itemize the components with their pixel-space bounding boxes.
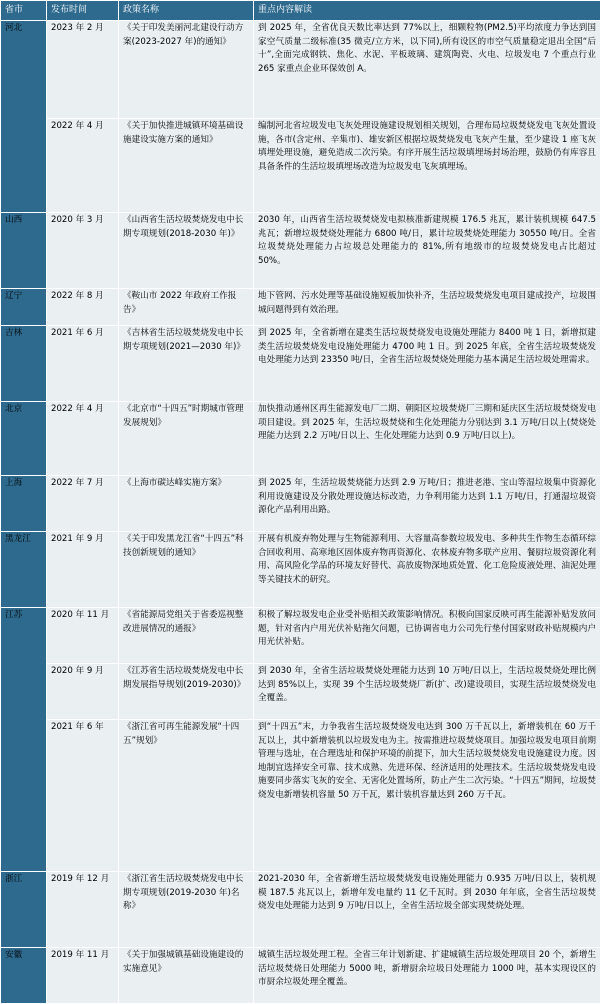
policy-name-cell: 《关于印发黑龙江省“十四五”科技创新规划的通知》: [119, 532, 254, 608]
table-header: [1, 1, 600, 21]
policy-name-cell: 《北京市“十四五”时期城市管理发展规划》: [119, 402, 254, 476]
table-body: [1, 21, 600, 1004]
content-cell: 加快推动通州区再生能源发电厂二期、朝阳区垃圾焚烧厂三期和延庆区生活垃圾焚烧发电项目建设。到 2025 年，生活垃圾焚烧和生化处理能力分别达到 3.1 万吨/日以上(焚烧处理能力达到 2.2 万吨/日以上、生化处理能力达到 0.9 万吨/日以上)。: [254, 402, 600, 476]
province-cell: 江苏: [1, 608, 47, 872]
date-cell: 2020 年 3 月: [47, 213, 119, 289]
province-cell: 浙江: [1, 872, 47, 948]
table-row: [1, 213, 600, 289]
province-cell: 河北: [1, 21, 47, 213]
date-cell: 2022 年 7 月: [47, 476, 119, 532]
province-cell: 吉林: [1, 326, 47, 402]
date-cell: 2021 年 6 月: [47, 326, 119, 402]
policy-name-cell: 《上海市碳达峰实施方案》: [119, 476, 254, 532]
header-province: 省市: [1, 1, 47, 21]
policy-name-cell: 《山西省生活垃圾焚烧发电中长期专项规划(2018-2030 年)》: [119, 213, 254, 289]
content-cell: 地下管网、污水处理等基础设施短板加快补齐，生活垃圾焚烧发电项目建成投产，垃圾围城问题得到有效治理。: [254, 289, 600, 326]
content-cell: 城镇生活垃圾处理工程。全省三年计划新建、扩建城镇生活垃圾处理项目 20 个，新增生活垃圾焚烧日处理能力 5000 吨，新增厨余垃圾日处理能力 1000 吨，基本实现设区的市厨余垃圾处理全覆盖。: [254, 948, 600, 1004]
date-cell: 2023 年 2 月: [47, 21, 119, 119]
header-date: 发布时间: [47, 1, 119, 21]
policy-name-cell: 《吉林省生活垃圾焚烧发电中长期专项规划(2021—2030 年)》: [119, 326, 254, 402]
policy-name-cell: 《江苏省生活垃圾焚烧发电中长期发展指导规划(2019-2030)》: [119, 664, 254, 720]
date-cell: 2022 年 4 月: [47, 119, 119, 213]
table-row: [1, 948, 600, 1004]
policy-name-cell: 《关于加强城镇基础设施建设的实施意见》: [119, 948, 254, 1004]
date-cell: 2019 年 11 月: [47, 948, 119, 1004]
date-cell: 2022 年 8 月: [47, 289, 119, 326]
table-row: [1, 608, 600, 664]
table-row: [1, 720, 600, 872]
table-row: [1, 119, 600, 213]
date-cell: 2021 年 6 年: [47, 720, 119, 872]
header-row: [1, 1, 600, 21]
policy-name-cell: 《关于印发美丽河北建设行动方案(2023-2027 年)的通知》: [119, 21, 254, 119]
table-row: [1, 402, 600, 476]
province-cell: 北京: [1, 402, 47, 476]
table-row: [1, 476, 600, 532]
date-cell: 2021 年 9 月: [47, 532, 119, 608]
table-row: [1, 289, 600, 326]
header-content: 重点内容解读: [254, 1, 600, 21]
table-row: [1, 21, 600, 119]
content-cell: 2030 年，山西省生活垃圾焚烧发电拟核准新建规模 176.5 兆瓦，累计装机规模 647.5 兆瓦；新增垃圾焚烧处理能力 6800 吨/日，累计垃圾焚烧处理能力 30550 吨/日。全省垃圾焚烧处理能力占垃圾总处理能力的 81%,所有地级市的垃圾焚烧发电占比超过 50%。: [254, 213, 600, 289]
policy-name-cell: 《关于加快推进城镇环境基础设施建设实施方案的通知》: [119, 119, 254, 213]
content-cell: 到 2025 年，全省优良天数比率达到 77%以上，细颗粒物(PM2.5)平均浓度力争达到国家空气质量二级标准(35 微克/立方米，以下同),所有设区的市空气质量稳定退出全国“后十”,全面完成钢铁、焦化、水泥、平板玻璃、建筑陶瓷、火电、垃圾发电 7 个重点行业 265 家重点企业环保效创 A。: [254, 21, 600, 119]
table-row: [1, 872, 600, 948]
province-cell: 山西: [1, 213, 47, 289]
content-cell: 2021-2030 年，全省新增生活垃圾焚烧发电设施处理能力 0.935 万吨/日以上，装机规模 187.5 兆瓦以上，新增年发电量约 11 亿千瓦时。到 2030 年年底，全省生活垃圾焚烧发电处理能力达到 9 万吨/日以上，全省生活垃圾全部实现焚烧处理。: [254, 872, 600, 948]
content-cell: 到 2025 年，生活垃圾焚烧能力达到 2.9 万吨/日；推进老港、宝山等湿垃圾集中资源化利用设施建设及分散处理设施达标改造，力争利用能力达到 1.1 万吨/日，打通湿垃圾资源化产品利用出路。: [254, 476, 600, 532]
content-cell: 到 2025 年，全省新增在建类生活垃圾焚烧发电设施处理能力 8400 吨 1 日，新增拟建类生活垃圾焚烧发电设施处理能力 4700 吨 1 日。到 2025 年底，全省生活垃圾焚烧发电处理能力达到 23350 吨/日，全省生活垃圾焚烧处理能力基本满足生活垃圾处理需求。: [254, 326, 600, 402]
content-cell: 到“十四五”末，力争我省生活垃圾焚烧发电达到 300 万千瓦以上，新增装机在 60 万千瓦以上，其中新增装机以垃圾发电为主。按需推进垃圾焚烧项目。加强垃圾发电项目前期管理与选址，在合理选址和保护环境的前提下，加大生活垃圾焚烧发电设施建设力度。因地制宜选择安全可靠、技术成熟、先进环保、经济适用的处理技术。生活垃圾焚烧发电设施要同步落实飞灰的安全、无害化处置场所，防止产生二次污染。“十四五”期间，垃圾焚烧发电新增装机容量 50 万千瓦，累计装机容量达到 260 万千瓦。: [254, 720, 600, 872]
policy-name-cell: 《鞍山市 2022 年政府工作报告》: [119, 289, 254, 326]
date-cell: 2020 年 11 月: [47, 608, 119, 664]
content-cell: 到 2030 年，全省生活垃圾焚烧处理能力达到 10 万吨/日以上，生活垃圾焚烧处理比例达到 85%以上，实现 39 个生活垃圾焚烧厂新(扩、改)建设项目，实现生活垃圾焚烧发电全覆盖。: [254, 664, 600, 720]
content-cell: 开展有机废弃物处理与生物能源利用、大容量高参数垃圾发电、多种共生作物生态循环综合回收利用、高寒地区固体废弃物再资源化、农林废弃物多联产应用、餐厨垃圾资源化利用、高风险化学品的环境友好替代、高放废物深地质处置、化工危险废液处理、油泥处理等关键技术的研究。: [254, 532, 600, 608]
province-cell: 安徽: [1, 948, 47, 1004]
date-cell: 2020 年 9 月: [47, 664, 119, 720]
policy-name-cell: 《浙江省可再生能源发展“十四五”规划》: [119, 720, 254, 872]
table-row: [1, 532, 600, 608]
date-cell: 2019 年 12 月: [47, 872, 119, 948]
date-cell: 2022 年 4 月: [47, 402, 119, 476]
content-cell: 积极了解垃圾发电企业受补贴相关政策影响情况。积极向国家反映可再生能源补贴发放问题，针对省内户用光伏补贴拖欠问题，已协调省电力公司先行垫付国家财政补贴规模内户用光伏补贴。: [254, 608, 600, 664]
header-policy-name: 政策名称: [119, 1, 254, 21]
content-cell: 编制河北省垃圾发电飞灰处理设施建设规划相关规划，合理布局垃圾焚烧发电飞灰处置设施，各市(含定州、辛集市)、雄安新区根据垃圾焚烧发电飞灰产生量，至少建设 1 座飞灰填埋处理设施，避免造成二次污染。有序开展生活垃圾填埋场封场治理，鼓励仍有库容且具备条件的生活垃圾填埋场改造为垃圾发电飞灰填埋场。: [254, 119, 600, 213]
province-cell: 辽宁: [1, 289, 47, 326]
province-cell: 黑龙江: [1, 532, 47, 608]
table-row: [1, 664, 600, 720]
policy-name-cell: 《省能源局党组关于省委巡视整改进展情况的通报》: [119, 608, 254, 664]
province-cell: 上海: [1, 476, 47, 532]
table-row: [1, 326, 600, 402]
policy-name-cell: 《浙江省生活垃圾焚烧发电中长期专项规划(2019-2030 年)名称》: [119, 872, 254, 948]
